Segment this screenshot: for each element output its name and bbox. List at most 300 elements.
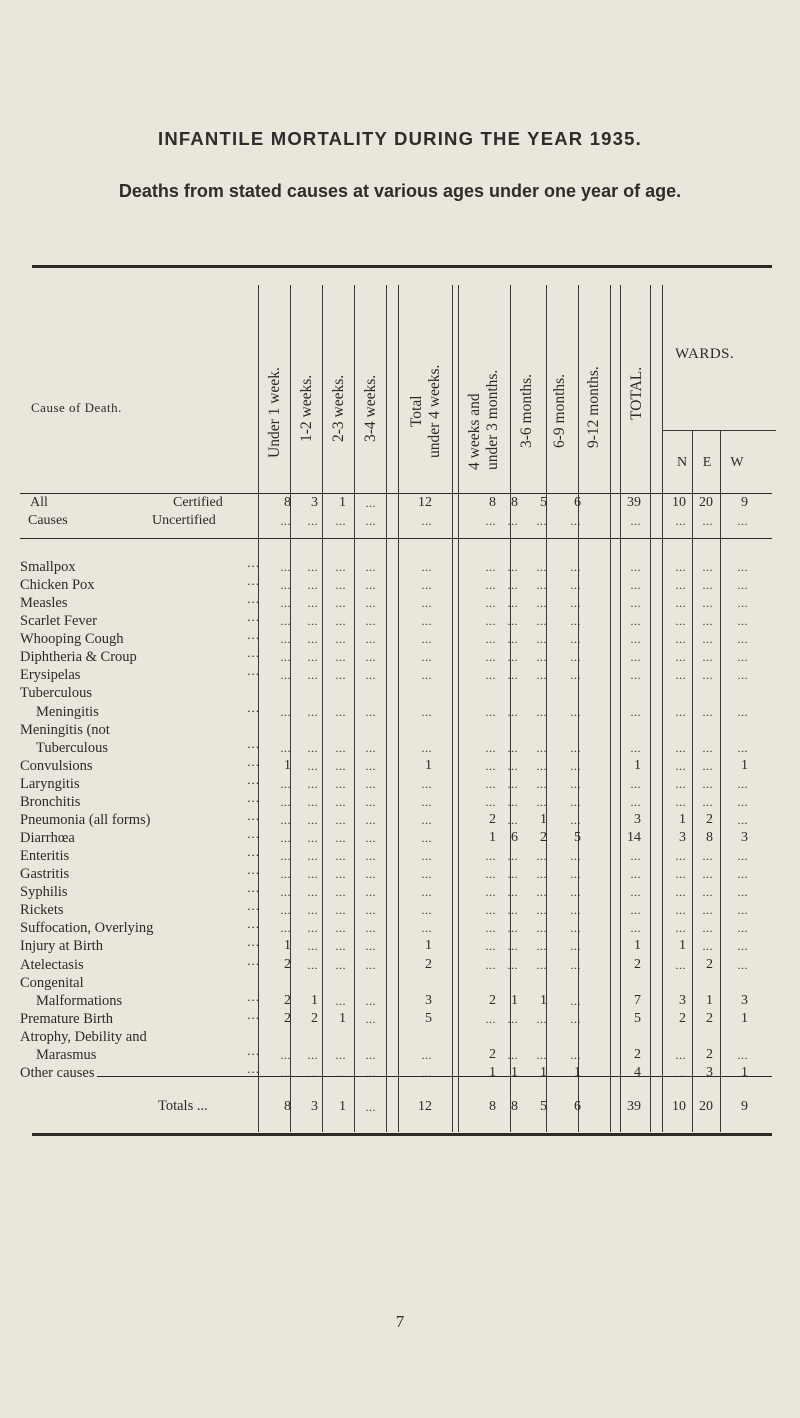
table-cell: ...	[630, 795, 641, 809]
column-rule	[452, 285, 453, 1132]
table-cell: ...	[702, 632, 713, 646]
header-2-3-weeks: 2-3 weeks.	[330, 374, 347, 442]
table-cell: 2	[540, 830, 547, 845]
table-cell: 1	[425, 938, 432, 953]
table-cell: 2	[284, 993, 291, 1008]
table-cell: ...	[630, 560, 641, 574]
table-cell: ...	[507, 596, 518, 610]
table-cell: ...	[421, 741, 432, 755]
table-cell: ...	[307, 921, 318, 935]
table-cell: 2	[284, 957, 291, 972]
uncertified-cell: ...	[307, 514, 318, 528]
certified-cell: 9	[741, 495, 748, 510]
table-cell: ...	[280, 560, 291, 574]
table-cell: ...	[365, 632, 376, 646]
table-cell: ...	[307, 596, 318, 610]
table-cell: ...	[485, 903, 496, 917]
table-cell: ...	[570, 614, 581, 628]
totals-cell: 8	[511, 1099, 518, 1114]
column-rule	[610, 285, 611, 1132]
totals-cell: 1	[339, 1099, 346, 1114]
row-label: Marasmus ...	[36, 1046, 260, 1063]
table-cell: ...	[485, 777, 496, 791]
ward-w-header: W	[730, 455, 744, 470]
table-cell: ...	[536, 795, 547, 809]
header-9-12-months: 9-12 months.	[585, 366, 602, 448]
page-title: INFANTILE MORTALITY DURING THE YEAR 1935.	[157, 128, 642, 149]
table-cell: 7	[634, 993, 641, 1008]
table-cell: ...	[675, 614, 686, 628]
table-cell: ...	[570, 867, 581, 881]
table-cell: ...	[365, 795, 376, 809]
table-cell: ...	[307, 614, 318, 628]
table-cell: ...	[675, 560, 686, 574]
table-cell: ...	[365, 867, 376, 881]
table-cell: ...	[307, 1048, 318, 1062]
table-cell: ...	[365, 668, 376, 682]
table-cell: ...	[485, 596, 496, 610]
table-cell: ...	[280, 632, 291, 646]
table-cell: 3	[425, 993, 432, 1008]
uncertified-cell: ...	[702, 514, 713, 528]
uncertified-cell: ...	[280, 514, 291, 528]
table-top-rule	[32, 265, 772, 268]
totals-cell: 6	[574, 1099, 581, 1114]
table-cell: ...	[570, 849, 581, 863]
table-cell: ...	[365, 1048, 376, 1062]
table-cell: ...	[421, 903, 432, 917]
table-cell: ...	[307, 939, 318, 953]
totals-cell: 12	[418, 1099, 432, 1114]
table-cell: ...	[737, 578, 748, 592]
row-label: Scarlet Fever ...	[20, 612, 260, 629]
table-cell: 3	[634, 812, 641, 827]
table-cell: ...	[365, 885, 376, 899]
column-rule	[398, 285, 399, 1132]
uncertified-cell: ...	[737, 514, 748, 528]
row-label: Syphilis ...	[20, 883, 260, 900]
table-cell: ...	[507, 921, 518, 935]
row-label: Tuberculous ...	[36, 739, 260, 756]
table-cell: ...	[536, 777, 547, 791]
table-cell: ...	[702, 650, 713, 664]
table-cell: 1	[574, 1065, 581, 1080]
table-cell: 3	[679, 830, 686, 845]
table-cell: 2	[489, 993, 496, 1008]
ward-n-header: N	[676, 455, 688, 470]
table-cell: ...	[485, 921, 496, 935]
table-cell: ...	[335, 939, 346, 953]
row-label: Measles ...	[20, 594, 260, 611]
table-cell: ...	[507, 614, 518, 628]
table-cell: ...	[365, 705, 376, 719]
table-cell: 1	[679, 938, 686, 953]
certified-cell: 8	[284, 495, 291, 510]
table-cell: ...	[485, 1012, 496, 1026]
table-cell: ...	[280, 921, 291, 935]
row-label: Congenital	[20, 974, 260, 992]
uncertified-bottom-rule	[20, 538, 772, 539]
header-1-2-weeks: 1-2 weeks.	[298, 374, 315, 442]
table-cell: ...	[570, 741, 581, 755]
table-cell: ...	[485, 741, 496, 755]
table-cell: ...	[675, 867, 686, 881]
table-cell: ...	[536, 759, 547, 773]
table-cell: ...	[675, 578, 686, 592]
header-4-weeks-to-3-months: 4 weeks and under 3 months.	[466, 369, 501, 470]
uncertified-cell: ...	[335, 514, 346, 528]
table-cell: ...	[675, 958, 686, 972]
table-cell: ...	[307, 632, 318, 646]
table-cell: ...	[570, 795, 581, 809]
table-cell: 2	[634, 1047, 641, 1062]
row-label: Malformations ...	[36, 992, 260, 1009]
certified-cell: 5	[540, 495, 547, 510]
table-cell: ...	[737, 560, 748, 574]
table-cell: 3	[741, 830, 748, 845]
column-rule	[386, 285, 387, 1132]
table-cell: ...	[702, 885, 713, 899]
column-rule	[458, 285, 459, 1132]
uncertified-cell: ...	[365, 514, 376, 528]
table-cell: 5	[425, 1011, 432, 1026]
table-cell: ...	[570, 921, 581, 935]
table-cell: ...	[737, 668, 748, 682]
row-label: Injury at Birth ...	[20, 937, 260, 954]
table-cell: ...	[737, 777, 748, 791]
table-cell: ...	[737, 596, 748, 610]
totals-label: Totals ...	[158, 1098, 208, 1114]
table-cell: ...	[307, 578, 318, 592]
table-cell: 1	[284, 938, 291, 953]
table-cell: ...	[421, 921, 432, 935]
table-cell: ...	[335, 741, 346, 755]
table-cell: ...	[536, 849, 547, 863]
table-cell: ...	[570, 777, 581, 791]
table-cell: ...	[280, 1066, 291, 1080]
table-cell: ...	[507, 560, 518, 574]
row-label: Whooping Cough ...	[20, 630, 260, 647]
table-cell: ...	[485, 650, 496, 664]
table-cell: ...	[737, 813, 748, 827]
table-cell: 1	[679, 812, 686, 827]
table-cell: ...	[507, 668, 518, 682]
table-cell: 1	[284, 758, 291, 773]
table-cell: 1	[489, 1065, 496, 1080]
uncertified-cell: ...	[485, 514, 496, 528]
table-cell: ...	[630, 741, 641, 755]
table-cell: ...	[536, 614, 547, 628]
table-cell: ...	[507, 741, 518, 755]
row-label: Tuberculous	[20, 684, 260, 702]
table-cell: ...	[630, 867, 641, 881]
row-label: Erysipelas ...	[20, 666, 260, 683]
table-cell: ...	[485, 958, 496, 972]
table-cell: ...	[737, 632, 748, 646]
table-cell: ...	[570, 705, 581, 719]
table-cell: ...	[675, 1066, 686, 1080]
uncertified-label: Uncertified	[152, 513, 216, 528]
table-cell: ...	[630, 921, 641, 935]
table-cell: ...	[365, 596, 376, 610]
table-cell: 8	[706, 830, 713, 845]
table-cell: ...	[536, 939, 547, 953]
table-cell: ...	[536, 705, 547, 719]
table-cell: ...	[335, 867, 346, 881]
table-cell: ...	[421, 596, 432, 610]
table-cell: ...	[675, 705, 686, 719]
table-cell: 2	[679, 1011, 686, 1026]
table-cell: ...	[702, 578, 713, 592]
table-cell: ...	[536, 867, 547, 881]
column-rule	[650, 285, 651, 1132]
totals-cell: 39	[627, 1099, 641, 1114]
table-cell: ...	[365, 849, 376, 863]
table-cell: 2	[425, 957, 432, 972]
table-cell: ...	[507, 777, 518, 791]
table-cell: 1	[540, 1065, 547, 1080]
table-cell: ...	[702, 777, 713, 791]
table-cell: ...	[507, 705, 518, 719]
table-cell: ...	[536, 1012, 547, 1026]
header-3-4-weeks: 3-4 weeks.	[362, 374, 379, 442]
table-cell: ...	[507, 1048, 518, 1062]
row-label: Gastritis ...	[20, 865, 260, 882]
table-cell: ...	[280, 777, 291, 791]
table-cell: ...	[737, 795, 748, 809]
table-cell: ...	[570, 668, 581, 682]
table-cell: ...	[675, 903, 686, 917]
table-cell: ...	[307, 831, 318, 845]
table-cell: ...	[737, 849, 748, 863]
table-cell: ...	[702, 921, 713, 935]
table-cell: ...	[702, 668, 713, 682]
uncertified-cell: ...	[507, 514, 518, 528]
table-cell: ...	[536, 958, 547, 972]
uncertified-cell: ...	[630, 514, 641, 528]
table-cell: ...	[570, 903, 581, 917]
table-cell: ...	[307, 958, 318, 972]
table-cell: ...	[280, 650, 291, 664]
certified-label: Certified	[173, 495, 223, 510]
table-cell: ...	[280, 795, 291, 809]
table-cell: ...	[507, 578, 518, 592]
table-cell: ...	[421, 578, 432, 592]
table-cell: ...	[570, 578, 581, 592]
table-cell: ...	[280, 903, 291, 917]
table-cell: ...	[507, 650, 518, 664]
table-cell: ...	[737, 885, 748, 899]
table-cell: ...	[335, 759, 346, 773]
table-cell: ...	[365, 741, 376, 755]
table-cell: ...	[702, 795, 713, 809]
table-cell: ...	[365, 1012, 376, 1026]
table-cell: ...	[536, 741, 547, 755]
certified-cell: 1	[339, 495, 346, 510]
table-cell: ...	[335, 903, 346, 917]
certified-cell: 12	[418, 495, 432, 510]
table-cell: ...	[280, 885, 291, 899]
table-cell: 1	[425, 758, 432, 773]
column-rule	[720, 430, 721, 1132]
table-cell: 2	[706, 1011, 713, 1026]
table-cell: ...	[630, 614, 641, 628]
column-rule	[354, 285, 355, 1132]
table-cell: ...	[570, 596, 581, 610]
table-cell: ...	[507, 903, 518, 917]
table-cell: ...	[630, 885, 641, 899]
table-cell: ...	[421, 632, 432, 646]
header-bottom-rule	[20, 493, 772, 494]
table-cell: 1	[489, 830, 496, 845]
header-total-under-4-weeks: Total under 4 weeks.	[408, 364, 443, 458]
row-label: Pneumonia (all forms) ...	[20, 811, 260, 828]
table-cell: ...	[570, 939, 581, 953]
totals-cell: 20	[699, 1099, 713, 1114]
table-cell: ...	[630, 578, 641, 592]
table-cell: ...	[307, 849, 318, 863]
table-cell: ...	[307, 777, 318, 791]
uncertified-cell: ...	[421, 514, 432, 528]
table-cell: ...	[307, 1066, 318, 1080]
table-cell: ...	[280, 831, 291, 845]
table-cell: ...	[485, 867, 496, 881]
table-cell: ...	[280, 668, 291, 682]
table-cell: 6	[511, 830, 518, 845]
table-cell: ...	[421, 560, 432, 574]
table-cell: ...	[335, 578, 346, 592]
table-cell: ...	[630, 777, 641, 791]
table-cell: ...	[507, 759, 518, 773]
table-cell: ...	[335, 831, 346, 845]
row-label: Laryngitis ...	[20, 775, 260, 792]
table-cell: ...	[702, 705, 713, 719]
row-label: Chicken Pox ...	[20, 576, 260, 593]
table-cell: ...	[702, 939, 713, 953]
table-cell: ...	[307, 867, 318, 881]
table-cell: 14	[627, 830, 641, 845]
table-cell: ...	[307, 668, 318, 682]
table-cell: ...	[307, 903, 318, 917]
table-cell: ...	[485, 560, 496, 574]
table-cell: ...	[335, 1066, 346, 1080]
row-label: Suffocation, Overlying ...	[20, 919, 260, 936]
table-cell: ...	[507, 1012, 518, 1026]
table-cell: 3	[741, 993, 748, 1008]
table-cell: ...	[335, 777, 346, 791]
table-cell: 1	[339, 1011, 346, 1026]
table-cell: ...	[702, 614, 713, 628]
table-cell: ...	[485, 939, 496, 953]
cause-of-death-header: Cause of Death.	[31, 400, 122, 415]
table-cell: ...	[570, 650, 581, 664]
table-cell: ...	[335, 596, 346, 610]
table-cell: ...	[737, 939, 748, 953]
table-cell: ...	[675, 1048, 686, 1062]
table-cell: 2	[706, 957, 713, 972]
table-cell: ...	[365, 777, 376, 791]
totals-cell: 10	[672, 1099, 686, 1114]
uncertified-cell: ...	[536, 514, 547, 528]
table-cell: ...	[485, 849, 496, 863]
table-cell: ...	[536, 560, 547, 574]
table-cell: ...	[737, 958, 748, 972]
table-cell: ...	[421, 705, 432, 719]
table-cell: ...	[702, 849, 713, 863]
table-cell: ...	[280, 849, 291, 863]
row-label: Diarrhœa ...	[20, 829, 260, 846]
certified-cell: ...	[365, 496, 376, 510]
table-cell: 1	[311, 993, 318, 1008]
page-subtitle: Deaths from stated causes at various ages under one year of age.	[118, 181, 682, 201]
table-cell: ...	[570, 759, 581, 773]
table-cell: ...	[485, 578, 496, 592]
table-cell: ...	[507, 939, 518, 953]
table-cell: ...	[507, 958, 518, 972]
table-cell: ...	[421, 668, 432, 682]
table-cell: ...	[737, 921, 748, 935]
table-cell: ...	[421, 795, 432, 809]
totals-cell: 9	[741, 1099, 748, 1114]
table-cell: ...	[630, 849, 641, 863]
table-cell: ...	[675, 795, 686, 809]
table-cell: ...	[485, 705, 496, 719]
table-cell: ...	[675, 759, 686, 773]
totals-cell: 8	[284, 1099, 291, 1114]
table-cell: ...	[675, 777, 686, 791]
table-cell: ...	[570, 813, 581, 827]
table-cell: ...	[280, 813, 291, 827]
table-cell: ...	[421, 1048, 432, 1062]
table-cell: ...	[675, 741, 686, 755]
table-cell: ...	[421, 1066, 432, 1080]
table-cell: ...	[365, 1066, 376, 1080]
table-cell: ...	[307, 705, 318, 719]
table-cell: ...	[335, 849, 346, 863]
table-cell: ...	[335, 614, 346, 628]
certified-cell: 6	[574, 495, 581, 510]
table-cell: 2	[489, 812, 496, 827]
wards-header: WARDS.	[675, 346, 735, 362]
table-cell: ...	[307, 813, 318, 827]
table-cell: ...	[280, 741, 291, 755]
table-cell: ...	[702, 759, 713, 773]
table-cell: ...	[335, 705, 346, 719]
table-cell: ...	[536, 596, 547, 610]
header-3-6-months: 3-6 months.	[518, 373, 535, 448]
table-cell: 1	[540, 993, 547, 1008]
table-cell: ...	[307, 795, 318, 809]
row-label: Bronchitis ...	[20, 793, 260, 810]
table-cell: ...	[675, 668, 686, 682]
table-cell: ...	[307, 885, 318, 899]
table-cell: ...	[421, 867, 432, 881]
table-cell: ...	[702, 560, 713, 574]
table-cell: ...	[536, 650, 547, 664]
table-cell: ...	[737, 903, 748, 917]
table-cell: ...	[485, 614, 496, 628]
table-cell: ...	[280, 705, 291, 719]
table-cell: 5	[574, 830, 581, 845]
table-cell: 2	[489, 1047, 496, 1062]
table-cell: ...	[365, 939, 376, 953]
table-cell: ...	[630, 596, 641, 610]
table-cell: ...	[307, 741, 318, 755]
table-cell: ...	[365, 759, 376, 773]
table-cell: ...	[421, 813, 432, 827]
wards-divider	[662, 430, 776, 431]
table-cell: ...	[630, 705, 641, 719]
